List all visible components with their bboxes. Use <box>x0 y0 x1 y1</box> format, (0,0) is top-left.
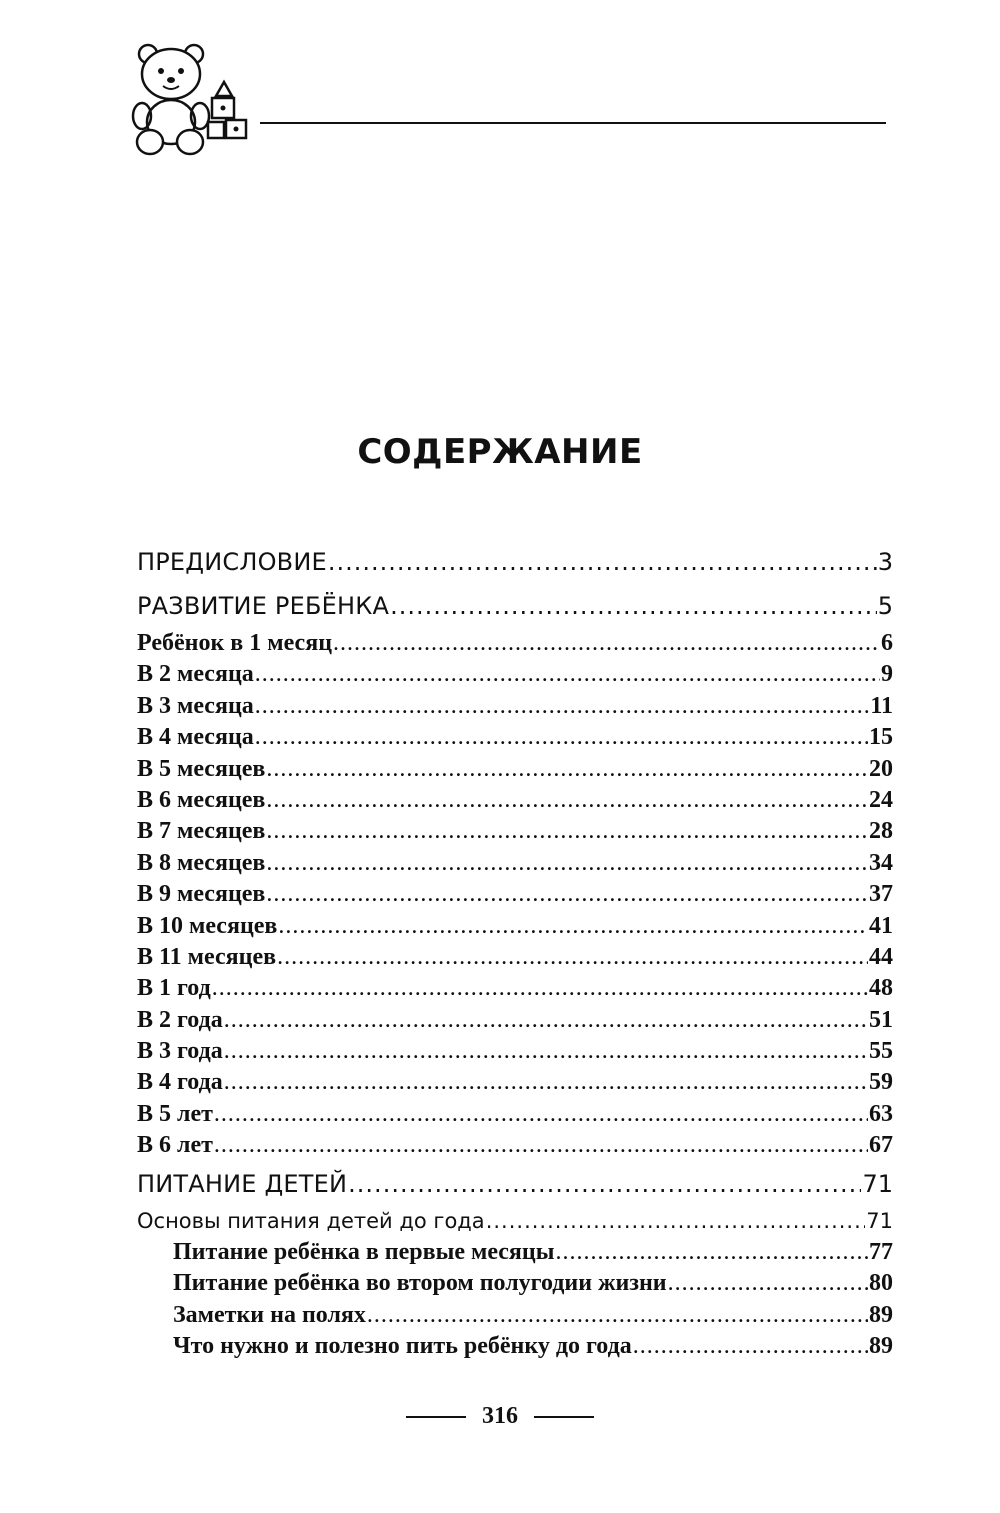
page-header <box>128 38 888 158</box>
toc-entry-label: В 10 месяцев <box>137 912 278 939</box>
toc-entry-label: В 6 месяцев <box>137 786 266 813</box>
toc-entry[interactable] <box>137 785 893 816</box>
toc-entry-label: РАЗВИТИЕ РЕБЁНКА <box>137 592 390 620</box>
toc-entry[interactable] <box>137 911 893 942</box>
toc-entry-label: Что нужно и полезно пить ребёнку до года <box>173 1333 632 1360</box>
toc-entry-label: В 3 года <box>137 1038 223 1065</box>
toc-entry-nutrition[interactable] <box>137 1162 893 1206</box>
toc-entry-page: 51 <box>869 1006 893 1033</box>
page-number: 316 <box>482 1403 518 1429</box>
toc-entry-page: 80 <box>869 1270 893 1297</box>
toc-entry[interactable] <box>137 1067 893 1098</box>
toc-entry-label: В 7 месяцев <box>137 818 266 845</box>
dot-leader <box>266 848 868 879</box>
dot-leader <box>214 1099 868 1130</box>
toc-entry[interactable] <box>137 754 893 785</box>
dot-leader <box>224 1005 868 1036</box>
toc-entry[interactable] <box>137 1130 893 1161</box>
dot-leader <box>328 540 877 584</box>
toc-entry-page: 24 <box>869 786 893 813</box>
toc-entry-label: Питание ребёнка во втором полугодии жизни <box>173 1270 667 1297</box>
toc-entry-label: В 5 месяцев <box>137 755 266 782</box>
toc-subentry[interactable] <box>137 1237 893 1268</box>
footer-dash-right <box>534 1416 594 1418</box>
toc-entry-label: В 8 месяцев <box>137 849 266 876</box>
toc-entry-label: ПРЕДИСЛОВИЕ <box>137 548 327 576</box>
page-title: СОДЕРЖАНИЕ <box>357 432 643 472</box>
dot-leader <box>555 1237 868 1268</box>
header-rule <box>260 122 886 124</box>
toc-entry-label: В 2 года <box>137 1006 223 1033</box>
dot-leader <box>266 754 868 785</box>
dot-leader <box>255 659 880 690</box>
toc-entry-page: 89 <box>869 1301 893 1328</box>
toc-entry-label: В 1 год <box>137 975 211 1002</box>
toc-entry-page: 20 <box>869 755 893 782</box>
toc-entry-page: 3 <box>877 548 893 576</box>
dot-leader <box>224 1067 868 1098</box>
dot-leader <box>266 879 868 910</box>
toc-entry-page: 48 <box>869 975 893 1002</box>
toc-entry[interactable] <box>137 942 893 973</box>
toc-entry-page: 71 <box>862 1169 893 1198</box>
teddy-bear-with-blocks-icon <box>128 38 258 158</box>
toc-entry-page: 34 <box>869 849 893 876</box>
toc-entry-page: 11 <box>870 692 893 719</box>
toc-entry-development[interactable] <box>137 584 893 628</box>
toc-entry[interactable] <box>137 1099 893 1130</box>
toc-entry-label: В 2 месяца <box>137 661 254 688</box>
toc-entry-page: 59 <box>869 1069 893 1096</box>
toc-entry-label: ПИТАНИЕ ДЕТЕЙ <box>137 1169 348 1198</box>
toc-entry-page: 55 <box>869 1038 893 1065</box>
dot-leader <box>486 1206 866 1237</box>
dot-leader <box>212 973 868 1004</box>
toc-entry[interactable] <box>137 879 893 910</box>
toc-entry-label: В 9 месяцев <box>137 881 266 908</box>
toc-entry-label: В 3 месяца <box>137 692 254 719</box>
page-footer <box>0 1403 1000 1430</box>
dot-leader <box>277 942 868 973</box>
toc-entry[interactable] <box>137 848 893 879</box>
toc-entry[interactable] <box>137 1005 893 1036</box>
toc-entry-label: В 6 лет <box>137 1132 213 1159</box>
toc-entry-page: 71 <box>866 1208 893 1233</box>
dot-leader <box>668 1268 868 1299</box>
toc-entry-label: Ребёнок в 1 месяц <box>137 630 333 656</box>
toc-subentry[interactable] <box>137 1300 893 1331</box>
toc-entry[interactable] <box>137 722 893 753</box>
dot-leader <box>278 911 868 942</box>
dot-leader <box>214 1130 868 1161</box>
dot-leader <box>255 691 870 722</box>
toc-subentry[interactable] <box>137 1268 893 1299</box>
toc-entry[interactable] <box>137 816 893 847</box>
toc-entry[interactable] <box>137 691 893 722</box>
toc-entry-page: 37 <box>869 881 893 908</box>
toc-entry[interactable] <box>137 1036 893 1067</box>
dot-leader <box>633 1331 868 1362</box>
toc-entry-page: 41 <box>869 912 893 939</box>
toc-entry-label: В 4 месяца <box>137 724 254 751</box>
dot-leader <box>333 628 880 659</box>
toc-entry-page: 44 <box>869 943 893 970</box>
toc-entry-label: Питание ребёнка в первые месяцы <box>173 1239 555 1266</box>
dot-leader <box>255 722 868 753</box>
toc-entry-page: 67 <box>869 1132 893 1159</box>
toc-entry-label: В 11 месяцев <box>137 943 277 970</box>
toc-entry-page: 28 <box>869 818 893 845</box>
dot-leader <box>224 1036 868 1067</box>
toc-entry-label: В 5 лет <box>137 1100 213 1127</box>
toc-entry[interactable] <box>137 628 893 659</box>
toc-entry-page: 6 <box>881 630 893 656</box>
table-of-contents <box>137 540 893 1363</box>
toc-entry-page: 15 <box>869 724 893 751</box>
dot-leader <box>266 785 868 816</box>
toc-entry[interactable] <box>137 659 893 690</box>
toc-entry-label: Заметки на полях <box>173 1301 366 1328</box>
toc-entry-label: В 4 года <box>137 1069 223 1096</box>
toc-entry-page: 77 <box>869 1239 893 1266</box>
toc-entry-page: 63 <box>869 1100 893 1127</box>
dot-leader <box>390 584 877 628</box>
toc-entry-page: 9 <box>881 661 893 688</box>
dot-leader <box>266 816 868 847</box>
dot-leader <box>348 1162 861 1206</box>
footer-dash-left <box>406 1416 466 1418</box>
dot-leader <box>367 1300 868 1331</box>
toc-entry-label: Основы питания детей до года <box>137 1208 485 1233</box>
toc-subentry[interactable] <box>137 1331 893 1362</box>
toc-entry-page: 89 <box>869 1333 893 1360</box>
toc-entry[interactable] <box>137 973 893 1004</box>
toc-entry-preface[interactable] <box>137 540 893 584</box>
toc-entry-page: 5 <box>877 592 893 620</box>
toc-entry-nutrition-basics[interactable] <box>137 1206 893 1237</box>
